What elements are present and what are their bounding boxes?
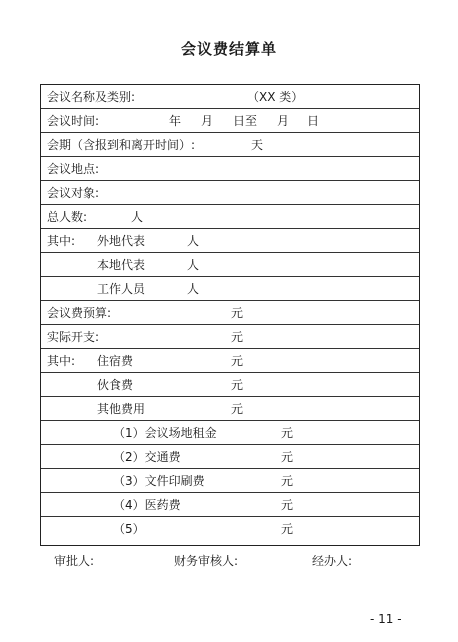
row-unit: 元: [281, 450, 294, 464]
row-location: [41, 157, 419, 181]
row-total-people: [41, 205, 419, 229]
row-label: （5）: [113, 522, 145, 536]
row-unit: 人: [187, 258, 200, 272]
row-prefix: 其中:: [47, 354, 76, 368]
row-unit: 人: [131, 210, 144, 224]
handler-label: 经办人:: [312, 554, 353, 568]
approver-label: 审批人:: [54, 554, 95, 568]
row-year: 年: [169, 114, 182, 128]
row-label: 实际开支:: [47, 330, 100, 344]
row-meals: [41, 373, 419, 397]
row-unit: 元: [231, 306, 244, 320]
row-unit: 人: [187, 234, 200, 248]
row-label: 会议名称及类别:: [47, 90, 136, 104]
row-label: 外地代表: [97, 234, 146, 248]
row-unit: 元: [231, 378, 244, 392]
row-unit: 元: [231, 402, 244, 416]
row-day-to: 日至: [233, 114, 258, 128]
row-item-5: [41, 517, 419, 541]
row-unit: 元: [231, 330, 244, 344]
row-duration: [41, 133, 419, 157]
row-unit: 元: [281, 474, 294, 488]
row-staff: [41, 277, 419, 301]
row-actual-expense: [41, 325, 419, 349]
row-label: 工作人员: [97, 282, 146, 296]
row-unit: 元: [281, 498, 294, 512]
settlement-form: [40, 84, 420, 546]
row-label: 会议地点:: [47, 162, 100, 176]
row-label: 住宿费: [97, 354, 134, 368]
row-attendees: [41, 181, 419, 205]
row-meeting-time: [41, 109, 419, 133]
row-label: （4）医药费: [113, 498, 181, 512]
row-other-expenses: [41, 397, 419, 421]
row-budget: [41, 301, 419, 325]
row-label: 会期（含报到和离开时间）:: [47, 138, 196, 152]
row-meeting-name: [41, 85, 419, 109]
row-label: 会议对象:: [47, 186, 100, 200]
row-label: （2）交通费: [113, 450, 181, 464]
row-venue-rent: [41, 421, 419, 445]
page-number: - 11 -: [370, 612, 402, 626]
row-unit: 天: [251, 138, 264, 152]
row-label: 总人数:: [47, 210, 88, 224]
row-prefix: 其中:: [47, 234, 76, 248]
finance-reviewer-label: 财务审核人:: [174, 554, 239, 568]
row-day-2: 日: [307, 114, 320, 128]
row-external-reps: [41, 229, 419, 253]
row-label: 伙食费: [97, 378, 134, 392]
row-unit: 元: [281, 426, 294, 440]
row-unit: 元: [231, 354, 244, 368]
row-unit: （XX 类）: [247, 90, 304, 104]
row-lodging: [41, 349, 419, 373]
page-title: 会议费结算单: [180, 40, 277, 58]
row-transport: [41, 445, 419, 469]
row-label: 会议费预算:: [47, 306, 112, 320]
row-label: （1）会议场地租金: [113, 426, 217, 440]
row-label: （3）文件印刷费: [113, 474, 205, 488]
row-label: 会议时间:: [47, 114, 100, 128]
row-month-2: 月: [277, 114, 290, 128]
row-medical: [41, 493, 419, 517]
row-month: 月: [201, 114, 214, 128]
row-label: 其他费用: [97, 402, 146, 416]
row-local-reps: [41, 253, 419, 277]
row-unit: 元: [281, 522, 294, 536]
row-label: 本地代表: [97, 258, 146, 272]
row-unit: 人: [187, 282, 200, 296]
row-printing: [41, 469, 419, 493]
